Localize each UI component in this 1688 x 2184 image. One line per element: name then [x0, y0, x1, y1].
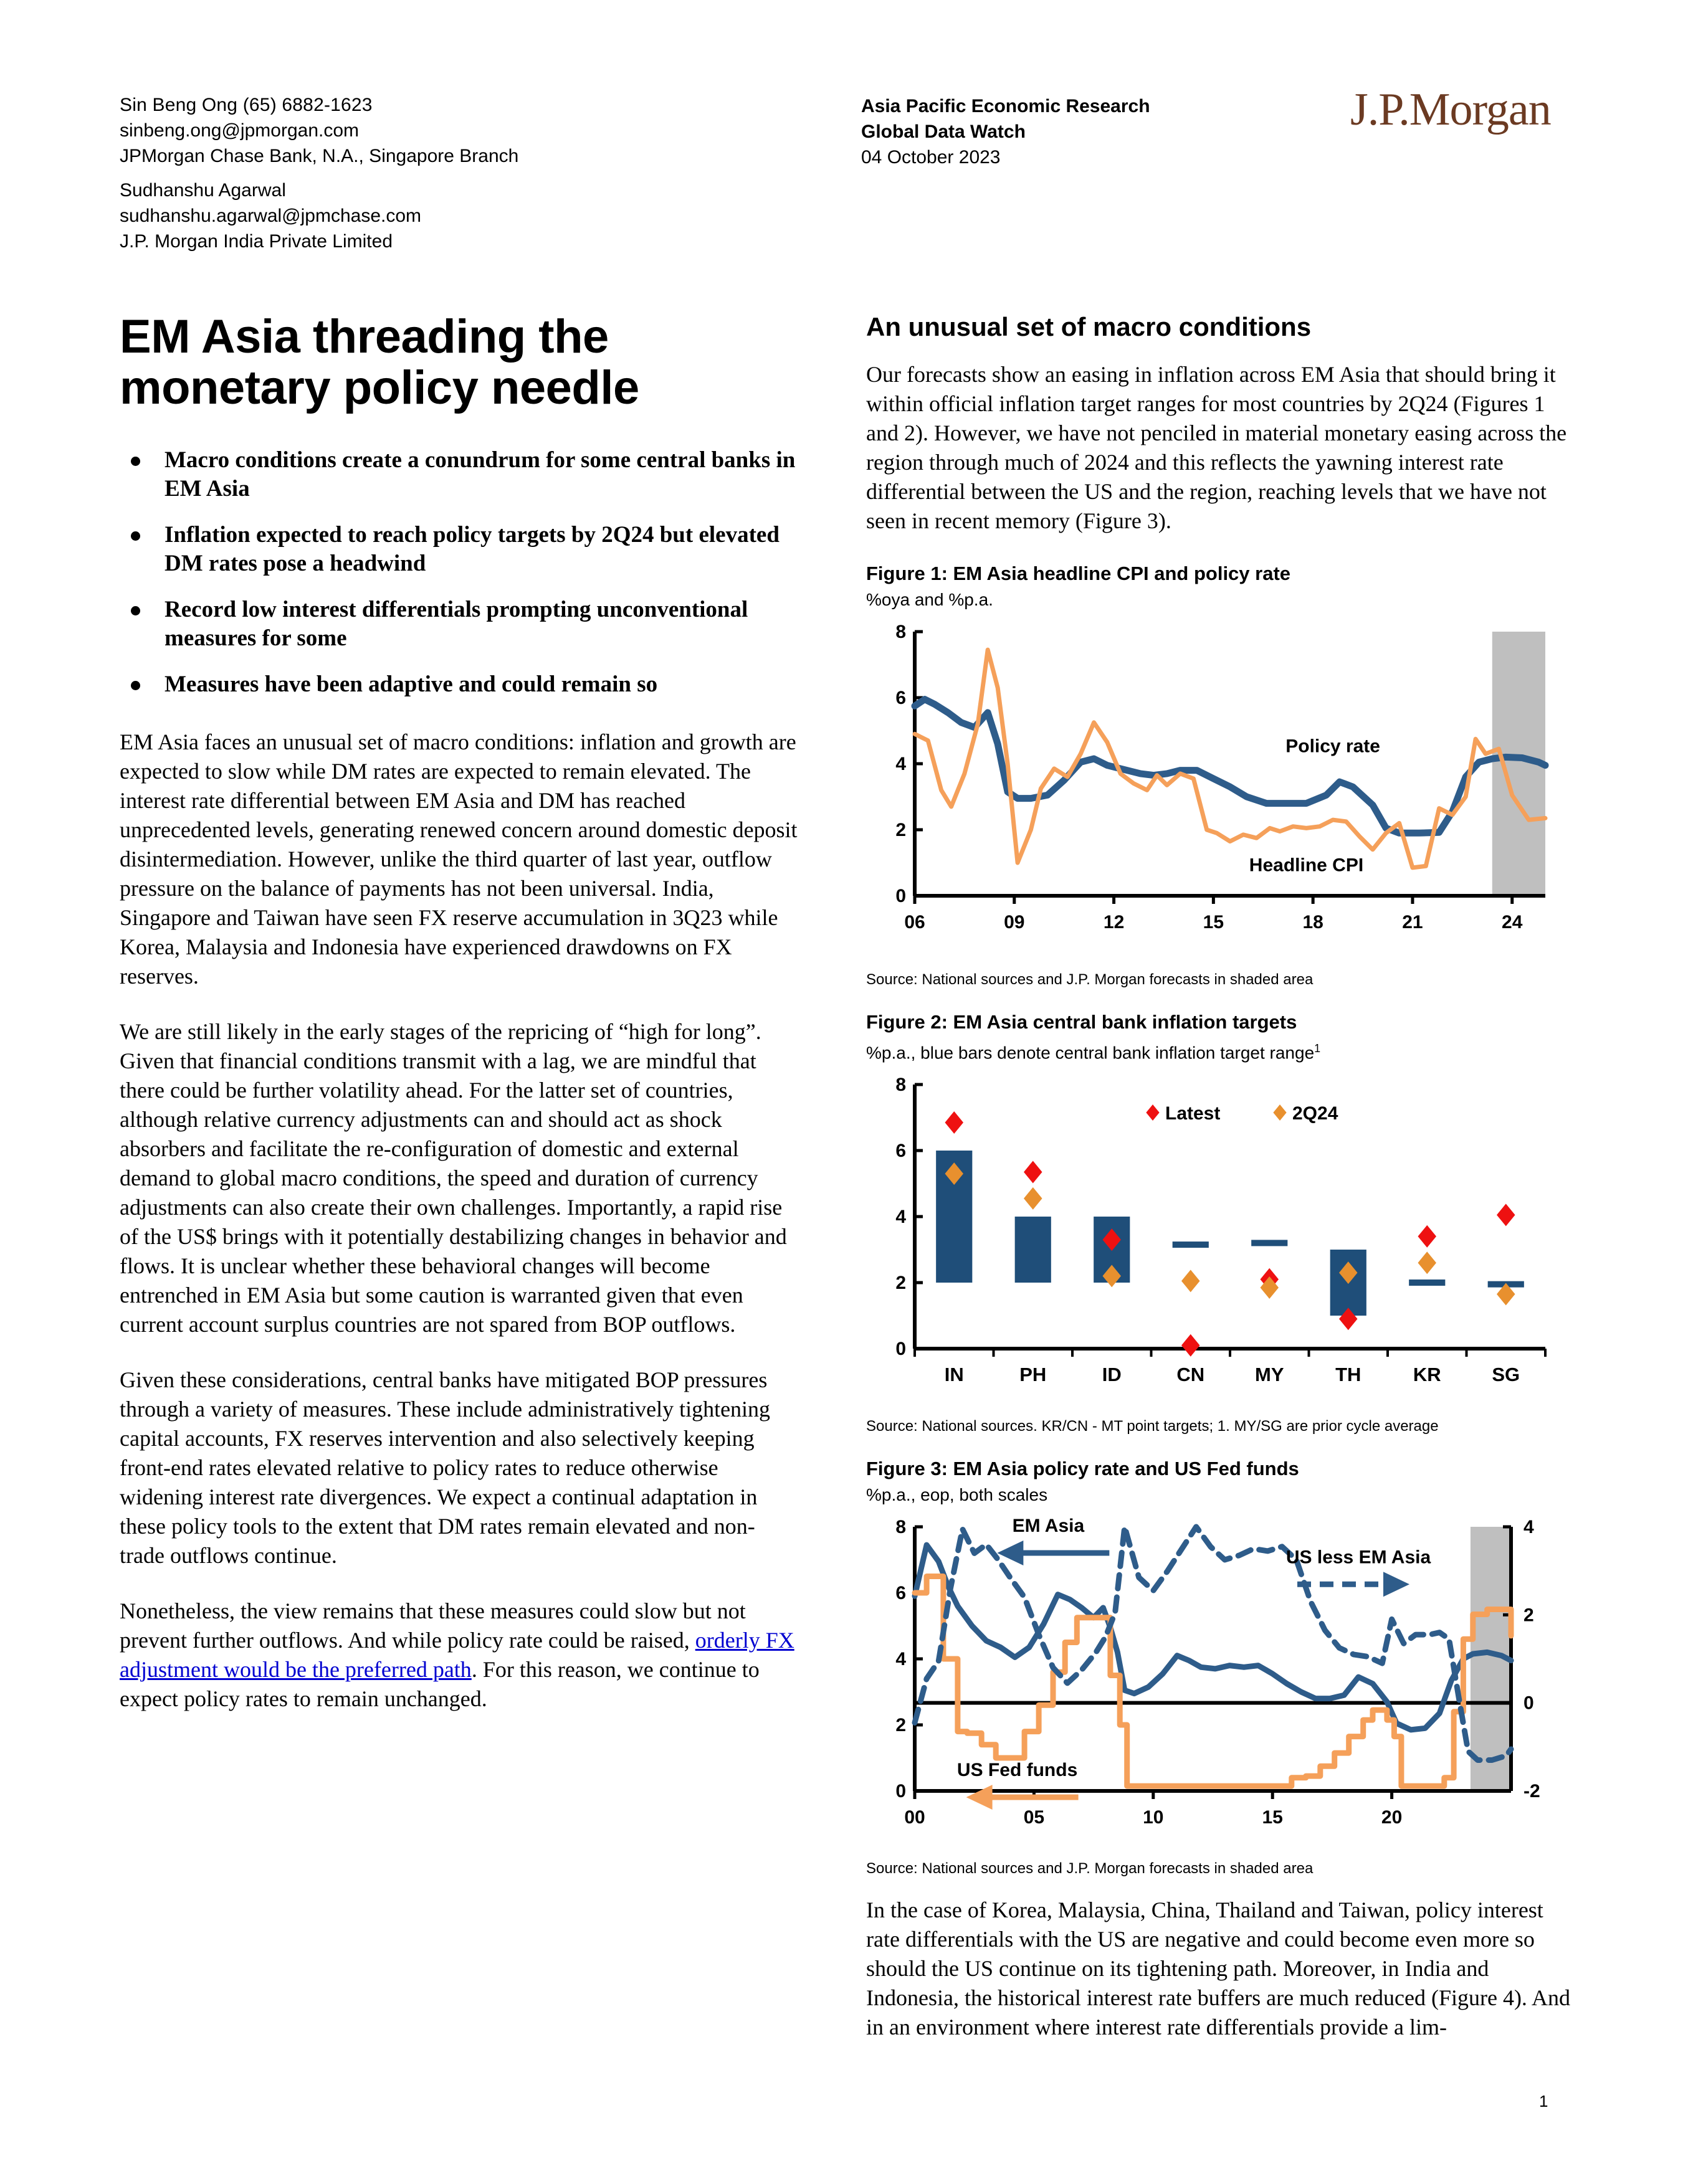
svg-text:6: 6: [895, 1141, 906, 1162]
svg-text:Headline CPI: Headline CPI: [1249, 855, 1364, 876]
jpmorgan-logo: J.P.Morgan: [1350, 84, 1551, 135]
svg-text:12: 12: [1103, 912, 1125, 933]
svg-text:20: 20: [1381, 1807, 1403, 1828]
svg-text:21: 21: [1402, 912, 1423, 933]
figure-3: [866, 1457, 1571, 1878]
author2-email: sudhanshu.agarwal@jpmchase.com: [120, 206, 422, 226]
svg-text:09: 09: [1004, 912, 1025, 933]
figure-2-title: Figure 2: EM Asia central bank inflation targets: [866, 1011, 1297, 1033]
figure-1-title: Figure 1: EM Asia headline CPI and policy rate: [866, 563, 1291, 584]
right-column: [866, 311, 1571, 2068]
svg-text:15: 15: [1203, 912, 1224, 933]
key-points-list: [120, 446, 799, 699]
fx-adjustment-link[interactable]: orderly FX adjustment would be the preferred path: [120, 1628, 794, 1682]
svg-text:6: 6: [895, 1583, 906, 1604]
figure-2-subtitle: [866, 1038, 1571, 1063]
svg-text:IN: IN: [944, 1364, 964, 1386]
author-block: [120, 92, 656, 254]
svg-text:15: 15: [1262, 1807, 1283, 1828]
svg-text:4: 4: [895, 1649, 906, 1670]
figure-3-chart: [866, 1509, 1571, 1858]
svg-text:2: 2: [1523, 1605, 1534, 1626]
document-header: [120, 84, 1571, 252]
page-title: EM Asia threading the monetary policy needle: [120, 310, 639, 414]
section-heading: An unusual set of macro conditions: [866, 312, 1312, 341]
publication-block: [861, 93, 1297, 170]
figure-2-footnote-marker: 1: [1314, 1042, 1321, 1055]
author2-org: J.P. Morgan India Private Limited: [120, 231, 393, 252]
svg-text:Policy rate: Policy rate: [1285, 736, 1380, 757]
svg-text:00: 00: [904, 1807, 925, 1828]
list-item: Macro conditions create a conundrum for some central banks in EM Asia: [120, 446, 799, 503]
figure-2-subtitle-text: %p.a., blue bars denote central bank inflation target range: [866, 1043, 1315, 1063]
svg-text:06: 06: [904, 912, 925, 933]
svg-text:10: 10: [1143, 1807, 1164, 1828]
author2-name: Sudhanshu Agarwal: [120, 180, 286, 201]
figure-3-title: Figure 3: EM Asia policy rate and US Fed funds: [866, 1458, 1299, 1480]
svg-text:8: 8: [895, 1075, 906, 1096]
research-line: Asia Pacific Economic Research: [861, 96, 1150, 116]
svg-text:0: 0: [895, 1781, 906, 1802]
list-item: Inflation expected to reach policy targets by 2Q24 but elevated DM rates pose a headwind: [120, 521, 799, 578]
svg-text:KR: KR: [1413, 1364, 1441, 1386]
author1-name-phone: Sin Beng Ong (65) 6882-1623: [120, 95, 373, 115]
svg-text:Latest: Latest: [1165, 1103, 1221, 1124]
svg-text:24: 24: [1502, 912, 1523, 933]
figure-2-source: Source: National sources. KR/CN - MT point targets; 1. MY/SG are prior cycle average: [866, 1418, 1439, 1435]
list-item: Measures have been adaptive and could remain so: [120, 670, 799, 699]
publication-date: 04 October 2023: [861, 147, 1001, 168]
body-paragraph: EM Asia faces an unusual set of macro conditions: inflation and growth are expected to slow while DM rates are expected to remain elevated. The interest rate differential between EM Asia and DM has reached unprecedented levels, generating renewed concern around domestic deposit disintermediation. However, unlike the third quarter of last year, outflow pressure on the balance of payments has not been universal. India, Singapore and Taiwan have seen FX reserve accumulation in 3Q23 while Korea, Malaysia and Indonesia have experienced drawdowns on FX reserves.: [120, 729, 798, 989]
svg-text:MY: MY: [1255, 1364, 1284, 1386]
svg-text:18: 18: [1302, 912, 1323, 933]
svg-text:-2: -2: [1523, 1781, 1540, 1802]
svg-text:US less EM Asia: US less EM Asia: [1285, 1547, 1431, 1568]
svg-text:4: 4: [895, 1207, 906, 1228]
svg-text:4: 4: [895, 754, 906, 774]
svg-text:4: 4: [1523, 1517, 1534, 1538]
figure-1-chart: [866, 614, 1571, 969]
svg-text:2Q24: 2Q24: [1292, 1103, 1338, 1124]
body-paragraph: Given these considerations, central banks have mitigated BOP pressures through a variety of measures. These include administratively tightening capital accounts, FX reserves intervention and also selectively keeping front-end rates elevated relative to policy rates to reduce otherwise widening interest rate divergences. We expect a continual adaptation in these policy tools to the extent that DM rates remain elevated and non-trade outflows continue.: [120, 1367, 771, 1568]
figure-3-subtitle: %p.a., eop, both scales: [866, 1485, 1048, 1505]
svg-text:ID: ID: [1102, 1364, 1122, 1386]
svg-text:8: 8: [895, 622, 906, 642]
figure-3-source: Source: National sources and J.P. Morgan forecasts in shaded area: [866, 1860, 1314, 1878]
svg-text:0: 0: [895, 1339, 906, 1360]
figure-1-subtitle: %oya and %p.a.: [866, 590, 993, 609]
left-column: [120, 311, 799, 1740]
author1-email: sinbeng.ong@jpmorgan.com: [120, 120, 360, 141]
body-paragraph: We are still likely in the early stages of the repricing of “high for long”. Given that financial conditions transmit with a lag, we are mindful that there could be further volatility ahead. For the latter set of countries, although relative currency adjustments can and should act as shock absorbers and facilitate the re-configuration of domestic and external demand to global macro conditions, the speed and duration of currency adjustments can also create their own challenges. Importantly, a rapid rise of the US$ brings with it potentially destabilizing changes in behavior and flows. It is unclear whether these behavioral changes will become entrenched in EM Asia but some caution is warranted given that even current account surplus countries are not spared from BOP outflows.: [120, 1019, 787, 1337]
svg-text:6: 6: [895, 688, 906, 708]
figure-2: [866, 1010, 1571, 1436]
figure-2-chart: [866, 1067, 1571, 1416]
paragraph-text-pre: Nonetheless, the view remains that these measures could slow but not prevent further outflows. And while policy rate could be raised,: [120, 1598, 746, 1653]
svg-text:05: 05: [1023, 1807, 1045, 1828]
svg-text:CN: CN: [1176, 1364, 1205, 1386]
figure-1-source: Source: National sources and J.P. Morgan forecasts in shaded area: [866, 971, 1314, 988]
svg-text:TH: TH: [1335, 1364, 1361, 1386]
figure-1: [866, 562, 1571, 989]
paragraph-text-post: . For this reason, we continue to expect policy rates to remain unchanged.: [120, 1657, 760, 1711]
svg-text:2: 2: [895, 1273, 906, 1294]
svg-text:8: 8: [895, 1517, 906, 1538]
svg-text:0: 0: [895, 886, 906, 906]
svg-text:2: 2: [895, 1715, 906, 1736]
svg-text:SG: SG: [1492, 1364, 1520, 1386]
body-paragraph: [120, 1597, 799, 1714]
svg-text:0: 0: [1523, 1693, 1534, 1714]
svg-text:US Fed funds: US Fed funds: [956, 1760, 1078, 1781]
body-paragraph: In the case of Korea, Malaysia, China, Thailand and Taiwan, policy interest rate differentials with the US are negative and could become even more so should the US continue on its tightening path. Moreover, in India and Indonesia, the historical interest rate buffers are much reduced (Figure 4). And in an environment where interest rate differentials provide a lim-: [866, 1897, 1570, 2040]
author1-org: JPMorgan Chase Bank, N.A., Singapore Branch: [120, 146, 519, 166]
body-paragraph: Our forecasts show an easing in inflation across EM Asia that should bring it within official inflation target ranges for most countries by 2Q24 (Figures 1 and 2). However, we have not penciled in material monetary easing across the region through much of 2024 and this reflects the yawning interest rate differential between the US and the region, reaching levels that we have not seen in recent memory (Figure 3).: [866, 362, 1567, 533]
svg-text:PH: PH: [1019, 1364, 1047, 1386]
list-item: Record low interest differentials prompting unconventional measures for some: [120, 596, 799, 653]
svg-text:2: 2: [895, 820, 906, 840]
page-number: 1: [1539, 2092, 1548, 2110]
publication-name: Global Data Watch: [861, 121, 1026, 142]
svg-text:EM Asia: EM Asia: [1012, 1516, 1085, 1537]
